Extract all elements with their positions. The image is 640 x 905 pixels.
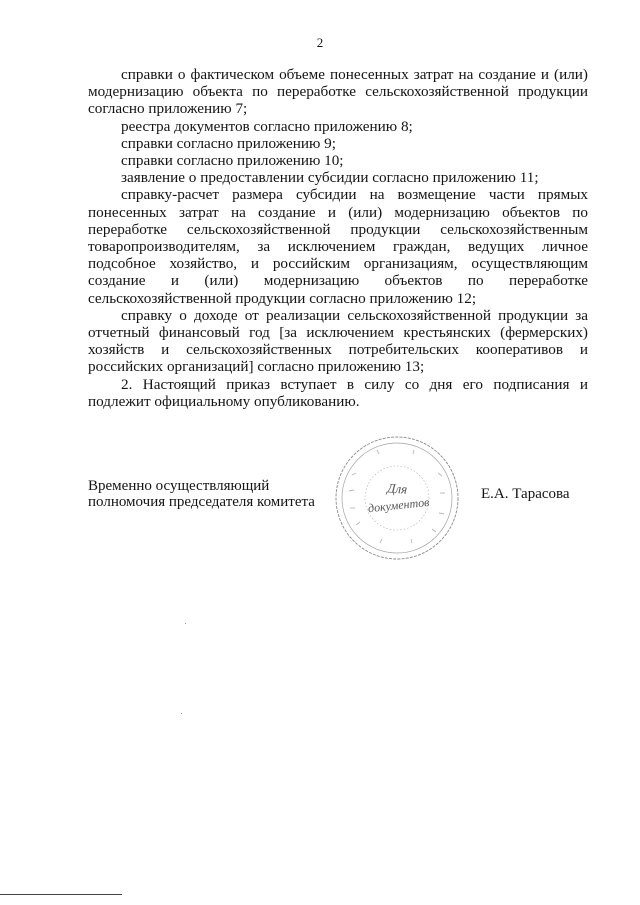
footer-rule	[0, 894, 122, 895]
page-number: 2	[316, 35, 324, 50]
scan-speck	[185, 623, 186, 624]
paragraph-7: справку о доходе от реализации сельскохозяйственной продукции за отчетный финансовый год [за исключением крестьянских (фермерских) хозяйств и сельскохозяйственных потребительских кооперативов и российских организаций] согласно приложению 13;	[88, 306, 588, 376]
signatory-role-line-1: Временно осуществляющий	[88, 478, 270, 494]
paragraph-6: справку-расчет размера субсидии на возмещение части прямых понесенных затрат на создание и (или) модернизацию объектов по переработке сельскохозяйственной продукции сельскохозяйственным товаропроизводителям, за исключением граждан, ведущих личное подсобное хозяйство, и российским организациям, осуществляющим создание и (или) модернизацию объектов по переработке сельскохозяйственной продукции согласно приложению 12;	[88, 186, 588, 307]
document-body	[88, 66, 588, 410]
signatory-name: Е.А. Тарасова	[481, 486, 570, 502]
stamp-text-line-2: документов	[367, 494, 430, 516]
signatory-role	[88, 478, 315, 510]
paragraph-4: справки согласно приложению 10;	[121, 152, 344, 170]
paragraph-3: справки согласно приложению 9;	[121, 134, 336, 152]
paragraph-2: реестра документов согласно приложению 8;	[121, 117, 413, 135]
paragraph-1: справки о фактическом объеме понесенных затрат на создание и (или) модернизацию объекта по переработке сельскохозяйственной продукции согласно приложению 7;	[88, 66, 588, 118]
paragraph-8: 2. Настоящий приказ вступает в силу со дня его подписания и подлежит официальному опубликованию.	[88, 375, 588, 410]
stamp-text-line-1: Для	[386, 480, 408, 497]
signatory-role-line-2: полномочия председателя комитета	[88, 494, 315, 510]
paragraph-5: заявление о предоставлении субсидии согласно приложению 11;	[121, 169, 539, 187]
scan-speck	[181, 713, 182, 714]
stamp-seal	[332, 433, 462, 563]
